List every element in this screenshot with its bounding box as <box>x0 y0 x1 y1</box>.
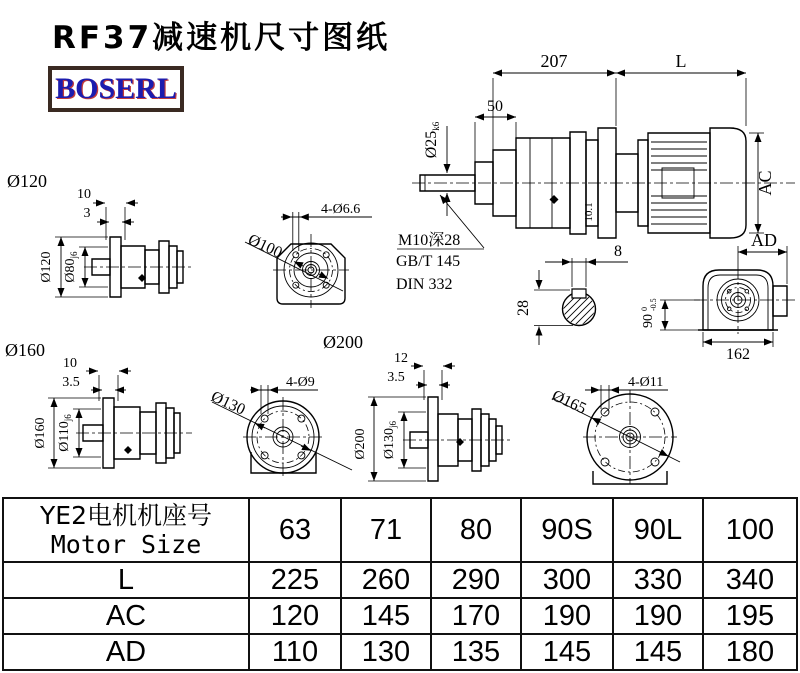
dia-165-label: Ø165 <box>549 387 589 418</box>
col-header: 90S <box>521 498 613 562</box>
row-label: L <box>3 562 249 598</box>
header-en: Motor Size <box>50 530 202 560</box>
table-cell: 190 <box>521 598 613 634</box>
dim-L-label: L <box>675 51 687 71</box>
key-section-view <box>515 243 628 345</box>
header-cn: YE2电机机座号 <box>40 501 212 531</box>
dia-130-label: Ø130 <box>208 388 248 419</box>
table-cell: 195 <box>703 598 797 634</box>
dim-101-label: 10.1 <box>583 202 595 222</box>
table-cell: 170 <box>431 598 521 634</box>
flange200-title: Ø200 <box>323 332 363 352</box>
flange160-side-view <box>5 340 192 468</box>
standard-din-label: DIN 332 <box>396 276 453 293</box>
table-cell: 120 <box>249 598 341 634</box>
dia-130j6-label: $Ø130_{j6}$ <box>382 420 398 460</box>
dim-50-label: 50 <box>487 98 503 115</box>
svg-text:0: 0 <box>640 307 649 311</box>
dia-80-label: $Ø80_{j6}$ <box>63 251 79 283</box>
front100-view <box>245 202 372 308</box>
drain-plug-icon <box>550 195 559 204</box>
table-cell: 180 <box>703 634 797 670</box>
table-row-AC <box>3 598 797 634</box>
dim-12-label: 12 <box>394 351 408 366</box>
row-label: AC <box>3 598 249 634</box>
rear-view <box>640 230 795 363</box>
boserl-logo-text: BOSERL <box>55 72 177 105</box>
table-cell: 110 <box>249 634 341 670</box>
dia-100-label: Ø100 <box>245 231 285 262</box>
flange160-title: Ø160 <box>5 340 45 360</box>
col-header: 100 <box>703 498 797 562</box>
dia-120-label: Ø120 <box>39 251 54 283</box>
dim-35-label: 3.5 <box>387 370 405 385</box>
table-cell: 290 <box>431 562 521 598</box>
holes-49-label: 4-Ø9 <box>286 375 315 390</box>
col-header: 90L <box>613 498 703 562</box>
dim-8-label: 8 <box>614 243 622 260</box>
table-cell: 190 <box>613 598 703 634</box>
table-cell: 330 <box>613 562 703 598</box>
front130-view <box>208 375 352 478</box>
dim-28-label: 28 <box>515 300 532 316</box>
dia-160-label: Ø160 <box>33 417 48 449</box>
dim-AC-label: AC <box>755 170 775 196</box>
table-cell: 300 <box>521 562 613 598</box>
page-title: RF37减速机尺寸图纸 <box>52 20 391 56</box>
motor-size-header <box>3 498 249 562</box>
main-side-view <box>412 51 795 238</box>
table-cell: 130 <box>341 634 431 670</box>
table-cell: 145 <box>521 634 613 670</box>
motor-size-table <box>2 497 798 671</box>
table-cell: 225 <box>249 562 341 598</box>
table-cell: 145 <box>613 634 703 670</box>
front165-view <box>549 375 680 484</box>
thread-notes <box>396 195 484 293</box>
col-header: 71 <box>341 498 431 562</box>
table-cell: 135 <box>431 634 521 670</box>
table-cell: 145 <box>341 598 431 634</box>
shaft-diameter-label: Ø25k6 <box>423 121 441 159</box>
standard-gbt-label: GB/T 145 <box>396 253 461 270</box>
thread-note-label: M10深28 <box>398 232 461 249</box>
row-label: AD <box>3 634 249 670</box>
dim-90-label <box>640 298 658 328</box>
flange120-side-view <box>7 171 194 297</box>
dim-AD-label: AD <box>751 230 777 250</box>
table-row-L <box>3 562 797 598</box>
dim-3-label: 3 <box>83 206 91 221</box>
table-cell: 340 <box>703 562 797 598</box>
holes-411-label: 4-Ø11 <box>628 375 664 390</box>
dia-110-label: $Ø110_{j6}$ <box>57 414 73 452</box>
dim-207-label: 207 <box>540 51 568 71</box>
svg-text:90: 90 <box>641 314 656 328</box>
dim-10-label: 10 <box>63 356 77 371</box>
dim-162-label: 162 <box>726 346 750 363</box>
flange120-title: Ø120 <box>7 171 47 191</box>
col-header: 63 <box>249 498 341 562</box>
table-row-AD <box>3 634 797 670</box>
dia-200-label: Ø200 <box>353 428 368 460</box>
dim-35-label: 3.5 <box>62 375 80 390</box>
col-header: 80 <box>431 498 521 562</box>
svg-text:-0.5: -0.5 <box>649 298 658 311</box>
dim-10-label: 10 <box>77 187 91 202</box>
table-cell: 260 <box>341 562 431 598</box>
holes-466-label: 4-Ø6.6 <box>321 202 361 217</box>
flange200-side-view <box>323 332 510 481</box>
table-header-row <box>3 498 797 562</box>
